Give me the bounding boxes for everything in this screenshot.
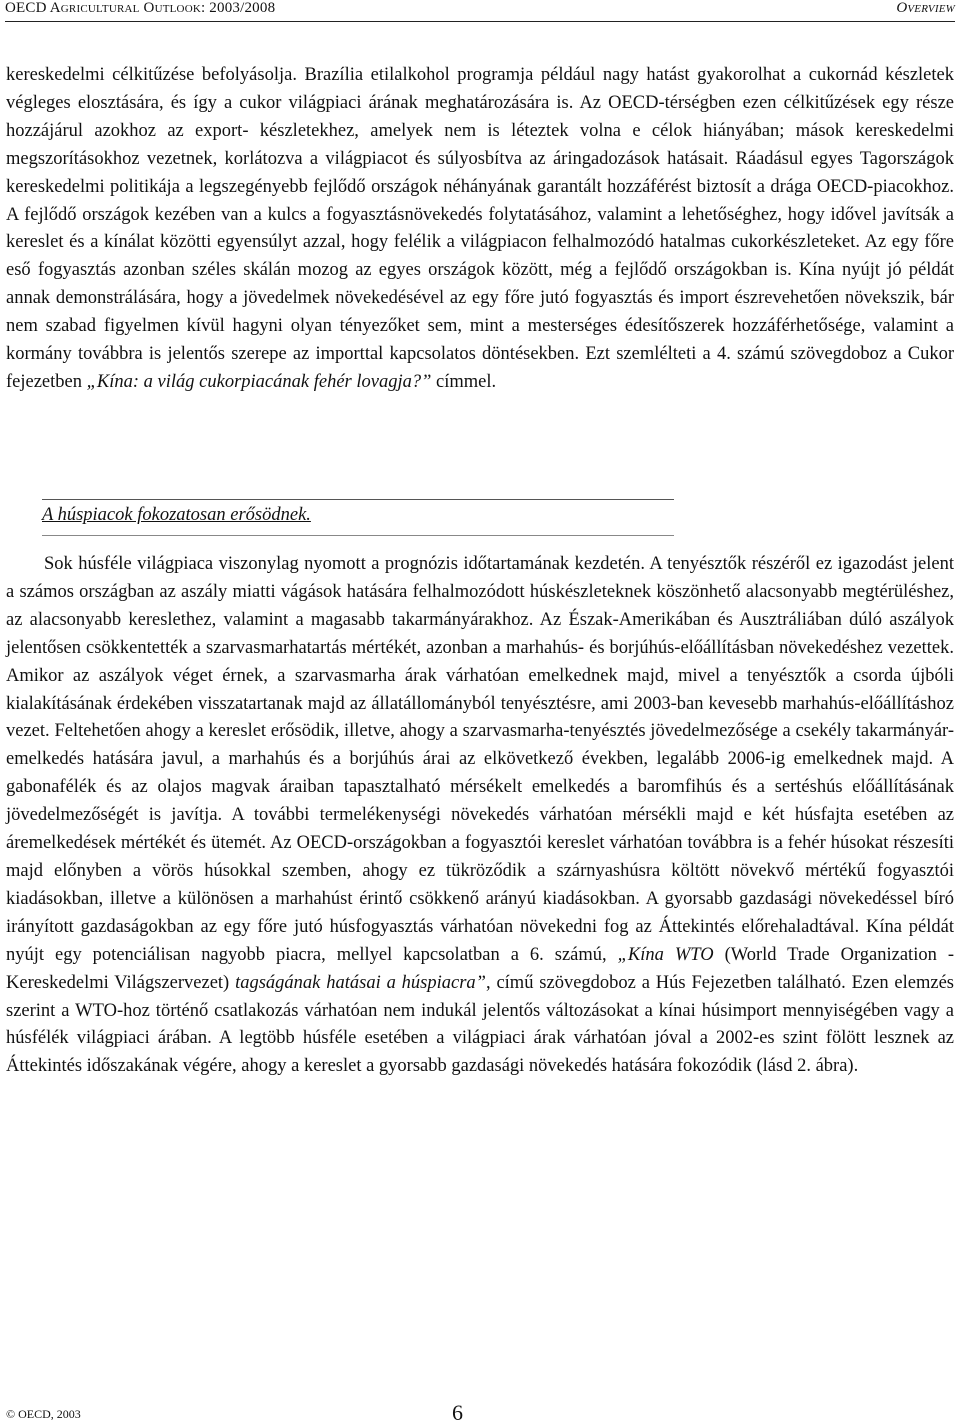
paragraph-sugar <box>6 62 954 397</box>
section-heading: A húspiacok fokozatosan erősödnek. <box>42 505 311 525</box>
header-rule <box>5 21 955 22</box>
heading-rule-bottom <box>42 535 674 536</box>
paragraph-sugar-text: kereskedelmi célkitűzése befolyásolja. Brazília etilalkohol programja például nagy hatást gyakorolhat a cukornád készletek végleges elosztására, és így a cukor világpiaci árának meghatározására is. Az OECD-térségben ezen célkitűzések egy része hozzájárul azokhoz az export- készletekhez, amelyek nem is léteztek volna e célok hiányában; mások kereskedelmi megszorításokhoz vezetnek, korlátozva a világpiacot és súlyosbítva az áringadozások hatásait. Ráadásul egyes Tagországok kereskedelmi politikája a legszegényebb fejlődő országok néhányának garantált hozzáférést biztosít a drága OECD-piacokhoz. A fejlődő országok kezében van a kulcs a fogyasztásnövekedés folytatásához, valamint a lehetőséghez, hogy idővel javítsák a kereslet és a kínálat közötti egyensúlyt azzal, hogy felélik a világpiacon felhalmozódó hatalmas cukorkészleteket. Az egy főre eső fogyasztás azonban széles skálán mozog az egyes országok között, még a fejlődő országokban is. Kína nyújt jó példát annak demonstrálására, hogy a jövedelmek növekedésével az egy főre jutó fogyasztás és import észrevehetően növekszik, bár nem szabad figyelmen kívül hagyni olyan tényezőket sem, mint a mesterséges édesítőszerek hozzáférhetősége, valamint a kormány továbbra is jelentős szerepe az importtal kapcsolatos döntésekben. Ezt szemlélteti a 4. számú szövegdoboz a Cukor fejezetben <box>6 65 954 392</box>
paragraph-meat <box>6 551 954 1081</box>
paragraph-meat-wto: (World Trade Organization - Kereskedelmi Világszervezet) <box>6 944 954 993</box>
header-title: OECD Agricultural Outlook: 2003/2008 <box>5 0 276 16</box>
paragraph-sugar-tail: címmel. <box>431 371 497 392</box>
paragraph-meat-text: Sok húsféle világpiaca viszonylag nyomott a prognózis időtartamának kezdetén. A tenyésztők részéről ez igazodást jelent a számos országban az aszály miatti vágások hatására felhalmozódott húskészleteknek köszönhető alacsonyabb megtérüléshez, az alacsonyabb kereslethez, valamint a magasabb takarmányárakhoz. Az Észak-Amerikában és Ausztráliában dúló aszályok jelentősen csökkentették a szarvasmarhatartás mértékét, azonban a marhahús- és borjúhús-előállításban növekedéshez vezettek. Amikor az aszályok véget érnek, a szarvasmarha árak várhatóan emelkednek majd, mivel a tenyésztők a csorda újbóli kialakításának érdekében visszatartanak majd az állatállományból tenyésztésre, ami 2003-ban kevesebb marhahús-előállításhoz vezet. Feltehetően ahogy a kereslet erősödik, illetve, ahogy a szarvasmarha-tenyésztés jövedelmezősége a csekély takarmányár-emelkedés hatására javul, a marhahús és a borjúhús árai az elkövetkező években, legalább 2006-ig emelkednek majd. A gabonafélék és az olajos magvak áraiban tapasztalható mérsékelt emelkedés a baromfihús és a sertéshús előállításának jövedelmezőségét is javítja. A további termelékenységi növekedés várhatóan mérsékli majd e két húsfajta esetében az áremelkedések mértékét és ütemét. Az OECD-országokban a fogyasztói kereslet várhatóan továbbra is a fehér húsokat részesíti majd előnyben a vörös húsokkal szemben, ahogy ez tükröződik a szárnyashúsra költött növekvő mértékű fogyasztói kiadásokban, illetve a különösen a marhahúst érintő csökkenő arányú kiadásokban. A gyorsabb gazdasági növekedéssel bíró irányított gazdaságokban az egy főre jutó húsfogyasztás várhatóan növekedni fog az Áttekintés előrehaladtával. Kína példát nyújt egy potenciálisan nagyobb piacra, mellyel kapcsolatban a 6. számú, <box>6 554 954 965</box>
heading-rule-top <box>42 499 674 500</box>
header-section: Overview <box>896 0 955 16</box>
footer-copyright: © OECD, 2003 <box>6 1407 81 1421</box>
page-number: 6 <box>452 1400 463 1425</box>
running-header <box>5 0 955 22</box>
box-reference-meat-market: tagságának hatásai a húspiacra” <box>235 972 486 993</box>
box-reference-sugar: „Kína: a világ cukorpiacának fehér lovagja?” <box>86 371 432 392</box>
paragraph-meat-tail: , című szövegdoboz a Hús Fejezetben található. Ezen elemzés szerint a WTO-hoz történő csatlakozás várhatóan nem indukál jelentős változásokat a kínai húsimport mennyiségében vagy a húsfélék világpiaci árában. A legtöbb húsféle esetében a világpiaci árak várhatóan jóval a 2002-es szint fölött lesznek az Áttekintés időszakának végére, ahogy a kereslet a gyorsabb gazdasági növekedés hatására fokozódik (lásd 2. ábra). <box>6 972 955 1077</box>
box-reference-china-wto: „Kína WTO <box>617 944 714 965</box>
